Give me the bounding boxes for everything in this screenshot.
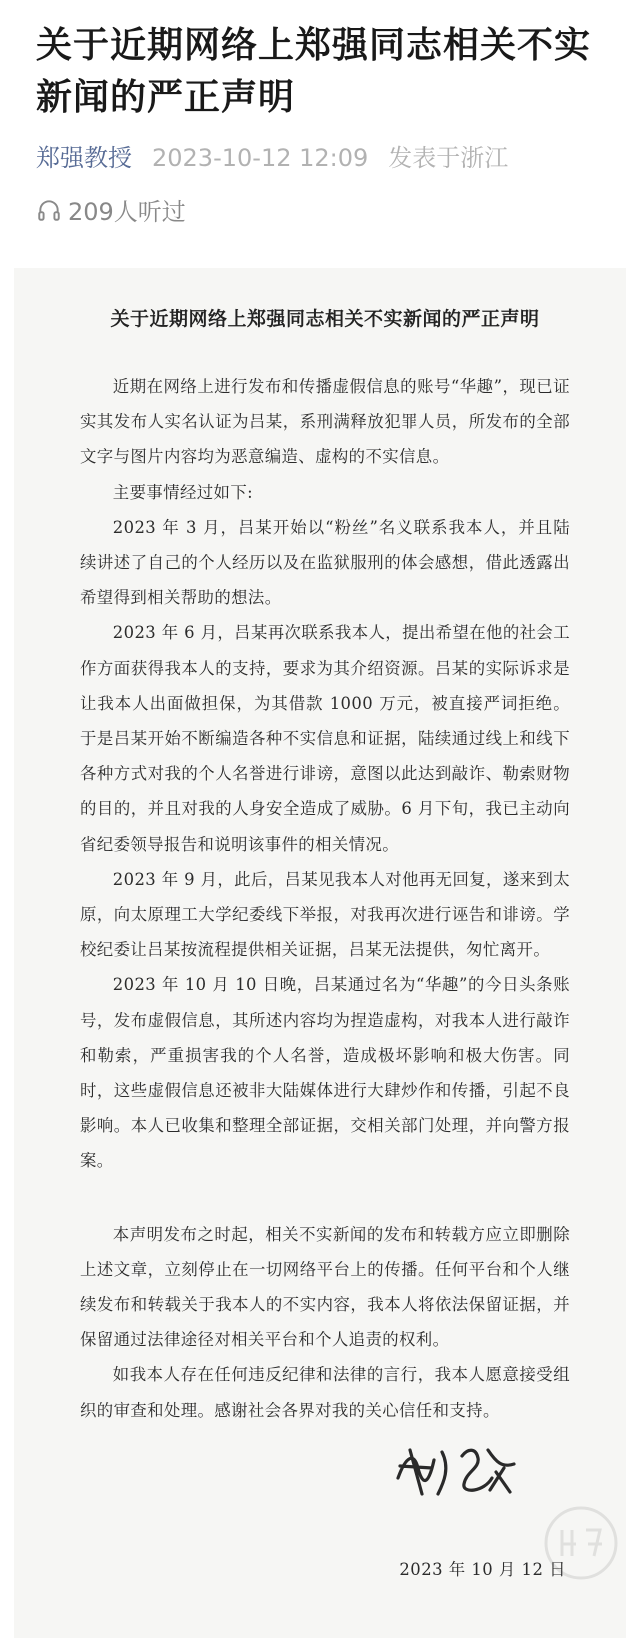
statement-paragraph: 2023 年 3 月，吕某开始以“粉丝”名义联系我本人，并且陆续讲述了自己的个人经历以及在监狱服刑的体会感想，借此透露出希望得到相关帮助的想法。 bbox=[80, 517, 570, 608]
paragraph-gap bbox=[80, 1179, 570, 1217]
statement-paragraph: 2023 年 9 月，此后，吕某见我本人对他再无回复，遂来到太原，向太原理工大学纪委线下举报，对我再次进行诬告和诽谤。学校纪委让吕某按流程提供相关证据，吕某无法提供，匆忙离开。 bbox=[80, 869, 570, 960]
closing-paragraph: 本声明发布之时起，相关不实新闻的发布和转载方应立即删除上述文章，立刻停止在一切网络平台上的传播。任何平台和个人继续发布和转载关于我本人的不实内容，我本人将依法保留证据，并保留通过法律途径对相关平台和个人追责的权利。 bbox=[80, 1224, 570, 1350]
statement-paragraph: 近期在网络上进行发布和传播虚假信息的账号“华趣”，现已证实其发布人实名认证为吕某，系刑满释放犯罪人员，所发布的全部文字与图片内容均为恶意编造、虚构的不实信息。 bbox=[80, 377, 570, 467]
statement-title: 关于近期网络上郑强同志相关不实新闻的严正声明 bbox=[110, 308, 540, 330]
listen-button[interactable] bbox=[36, 192, 610, 227]
statement-paragraph: 2023 年 6 月，吕某再次联系我本人，提出希望在他的社会工作方面获得我本人的支持，要求为其介绍资源。吕某的实际诉求是让我本人出面做担保，为其借款 1000 万元，被直接严词拒绝。于是吕某开始不断编造各种不实信息和证据，陆续通过线上和线下各种方式对我的个人名誉进行诽谤，意图以此达到敲诈、勒索财物的目的，并且对我的人身安全造成了威胁。6 月下旬，我已主动向省纪委领导报告和说明该事件的相关情况。 bbox=[80, 623, 570, 854]
article-meta bbox=[36, 142, 610, 174]
publish-location: 发表于浙江 bbox=[388, 144, 509, 172]
statement-image bbox=[14, 268, 626, 1638]
statement-date: 2023 年 10 月 12 日 bbox=[399, 1560, 566, 1579]
author-link[interactable]: 郑强教授 bbox=[36, 144, 132, 172]
publish-time: 2023-10-12 12:09 bbox=[152, 144, 369, 172]
article-headline: 关于近期网络上郑强同志相关不实新闻的严正声明 bbox=[36, 25, 592, 118]
headphone-icon bbox=[36, 197, 62, 223]
signature-icon bbox=[392, 1438, 522, 1500]
statement-paragraph: 主要事情经过如下: bbox=[112, 482, 254, 502]
closing-paragraph: 如我本人存在任何违反纪律和法律的言行，我本人愿意接受组织的审查和处理。感谢社会各界对我的关心信任和支持。 bbox=[80, 1365, 570, 1420]
article-header bbox=[0, 0, 640, 227]
listen-count: 209人听过 bbox=[68, 198, 186, 226]
statement-paragraph: 2023 年 10 月 10 日晚，吕某通过名为“华趣”的今日头条账号，发布虚假信息，其所述内容均为捏造虚构，对我本人进行敲诈和勒索，严重损害我的个人名誉，造成极坏影响和极大伤害。同时，这些虚假信息还被非大陆媒体进行大肆炒作和传播，引起不良影响。本人已收集和整理全部证据，交相关部门处理，并向警方报案。 bbox=[80, 975, 570, 1171]
